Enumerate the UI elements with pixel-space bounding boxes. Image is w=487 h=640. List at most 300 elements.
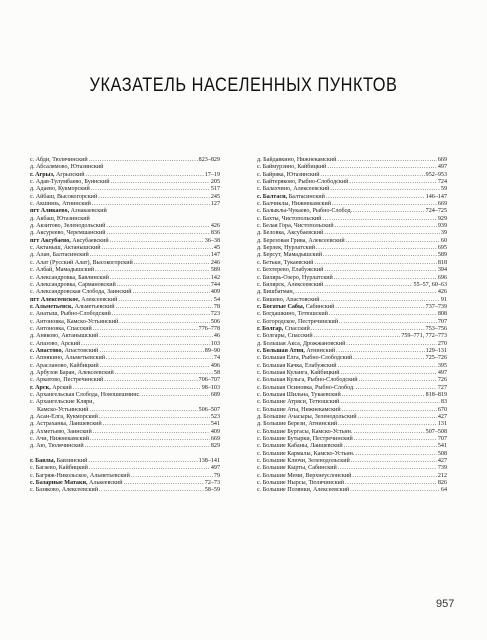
entry-district: Нижнекамский	[301, 406, 341, 413]
index-entry	[257, 311, 447, 318]
entry-district: Кайбицкий	[58, 465, 88, 472]
index-entry	[30, 319, 220, 326]
entry-settlement: д. Бишбатман,	[257, 289, 295, 296]
entry-settlement: с. Антоновка,	[30, 325, 67, 332]
index-column-right	[257, 157, 447, 495]
index-entry	[257, 164, 447, 171]
index-entry	[257, 172, 447, 179]
entry-pages: 427	[437, 414, 447, 421]
entry-settlement: с. Ачи,	[30, 436, 50, 443]
entry-pages: 409	[210, 428, 220, 435]
entry-district: Камско-Устьинский	[66, 318, 119, 325]
entry-pages: 245	[210, 193, 220, 200]
dot-leader	[350, 487, 440, 494]
entry-place	[257, 172, 320, 179]
entry-settlement: д. Адаево,	[30, 186, 58, 193]
entry-settlement: г. Арск,	[30, 384, 53, 391]
entry-settlement: с. Большие Меми,	[257, 472, 306, 479]
entry-pages: 724	[437, 179, 447, 186]
entry-settlement: д. Аксуреево,	[30, 230, 67, 237]
entry-settlement: д. Акзитово,	[30, 223, 64, 230]
entry-settlement: с. Большая Куланга,	[257, 369, 311, 376]
dot-leader	[110, 275, 210, 282]
entry-place	[30, 355, 105, 362]
entry-place	[257, 186, 329, 193]
entry-pages: 36–38	[204, 237, 220, 244]
dot-leader	[99, 333, 213, 340]
entry-place	[30, 164, 103, 171]
entry-pages: 829	[210, 443, 220, 450]
entry-place	[257, 208, 352, 215]
entry-settlement: с. Базарные Матаки,	[30, 480, 90, 487]
entry-place	[30, 216, 90, 223]
entry-place	[257, 275, 333, 282]
entry-place	[257, 407, 341, 414]
entry-settlement: с. Большая Елга,	[257, 355, 302, 362]
dot-leader	[346, 341, 436, 348]
entry-settlement: с. Архангельская Слобода,	[30, 392, 101, 398]
entry-settlement: с. Билярь-Озеро,	[257, 274, 302, 281]
entry-pages: 147	[210, 252, 220, 259]
dot-leader	[90, 436, 210, 443]
entry-pages: 506–507	[198, 406, 220, 413]
dot-leader	[89, 407, 197, 414]
entry-place	[257, 443, 343, 450]
entry-pages: 98–103	[201, 384, 220, 391]
dot-leader	[107, 230, 210, 237]
entry-district: Апастовский	[64, 347, 99, 354]
entry-place	[30, 267, 94, 274]
entry-pages: 212	[437, 472, 447, 479]
entry-place	[30, 341, 80, 348]
entry-district: Кукморский	[66, 414, 98, 421]
entry-pages: 146–147	[425, 193, 447, 200]
entry-district: Балтасинский	[288, 193, 325, 200]
entry-district: Кайбицкий	[310, 369, 340, 376]
index-entry	[257, 399, 447, 406]
entry-settlement: с. Александровка,	[30, 281, 79, 288]
index-entry	[30, 363, 220, 370]
dot-leader	[118, 297, 213, 304]
dot-leader	[89, 465, 210, 472]
entry-district: Рыбно-Слободский	[301, 355, 353, 362]
entry-pages: 723	[210, 311, 220, 318]
dot-leader	[339, 319, 437, 326]
entry-pages: 706–707	[198, 377, 220, 384]
entry-settlement: с. Абди,	[30, 157, 53, 163]
dot-leader	[327, 164, 437, 171]
entry-place	[257, 289, 294, 296]
entry-district: Заинский	[67, 428, 92, 435]
index-entry	[30, 341, 220, 348]
entry-settlement: с. Архангельские Кляри,	[30, 399, 94, 406]
entry-settlement: с. Байтеряково,	[257, 179, 299, 186]
entry-settlement: с. Балыклы-Чукаево,	[257, 208, 313, 215]
entry-district: Атнинский	[308, 421, 338, 428]
entry-district: Дрожжановский	[302, 340, 346, 347]
entry-district: Мамадышский	[283, 252, 323, 259]
dot-leader	[337, 157, 437, 164]
entry-pages: 836	[210, 230, 220, 237]
entry-district: Сабинский	[305, 303, 335, 310]
entry-district: Алексеевский	[287, 281, 324, 288]
index-entry	[30, 164, 220, 171]
entry-place	[257, 451, 354, 458]
index-entry	[30, 172, 220, 179]
dot-leader	[134, 260, 210, 267]
dot-leader	[344, 443, 437, 450]
dot-leader	[326, 194, 425, 201]
entry-district: Тюлячинский	[52, 157, 88, 163]
index-entry	[257, 429, 447, 436]
entry-district: Аксубаевский	[72, 237, 109, 244]
index-entry	[30, 385, 220, 392]
dot-leader	[322, 216, 436, 223]
entry-pages: 246	[210, 259, 220, 266]
entry-settlement: пгт Алексеевское,	[30, 296, 82, 303]
index-entry	[257, 297, 447, 304]
entry-settlement: д. Алан,	[30, 252, 53, 259]
entry-district: Камско-Устьин.	[313, 450, 355, 457]
dot-leader	[98, 194, 210, 201]
entry-pages: 744	[210, 281, 220, 288]
dot-leader	[349, 179, 436, 186]
entry-district: Алексеевский	[77, 369, 114, 376]
entry-district: Кайбицкий	[297, 164, 327, 171]
entry-district: Балтасинский	[52, 252, 89, 259]
entry-settlement: с. Билярск,	[257, 281, 288, 288]
entry-pages: 58–59	[204, 487, 220, 494]
entry-place	[30, 194, 97, 201]
index-entry	[257, 333, 447, 340]
entry-place	[30, 172, 85, 179]
entry-pages: 74	[213, 355, 220, 362]
dot-leader	[124, 480, 204, 487]
entry-place	[257, 216, 321, 223]
entry-district: Тукаевский	[283, 259, 314, 266]
index-entry	[30, 377, 220, 384]
dot-leader	[106, 223, 209, 230]
dot-leader	[316, 245, 437, 252]
entry-district: Аксубаевский	[286, 230, 324, 237]
entry-district: Черемшанский	[66, 230, 106, 237]
entry-district: Зеленодольский	[63, 223, 106, 230]
index-entry	[257, 208, 447, 215]
entry-settlement: с. Большие Нырсы,	[257, 480, 309, 487]
entry-place	[30, 399, 94, 406]
entry-district: Нурлатский	[301, 274, 333, 281]
entry-settlement: с. Большая Качка,	[257, 362, 305, 369]
index-entry	[30, 194, 220, 201]
entry-settlement: д. Большая Аксa,	[257, 340, 303, 347]
entry-district: Алькеевский	[89, 480, 123, 487]
entry-settlement: д. Астраханка,	[30, 421, 70, 428]
entry-settlement: с. Большие Ключи,	[257, 458, 309, 465]
entry-pages: 726	[437, 377, 447, 384]
entry-district: Заинский	[107, 289, 132, 296]
dot-leader	[95, 267, 210, 274]
entry-settlement: с. Большая Шильна,	[257, 392, 312, 398]
index-entry	[257, 267, 447, 274]
entry-pages: 426	[437, 289, 447, 296]
entry-place	[30, 392, 141, 399]
index-entry	[30, 392, 220, 399]
entry-settlement: д. Ахметьево,	[30, 428, 68, 435]
entry-settlement: пгт Аликаево,	[30, 208, 71, 215]
entry-pages: 395	[437, 362, 447, 369]
entry-district: Чистопольский	[281, 215, 322, 222]
entry-pages: 60	[440, 237, 447, 244]
entry-settlement: с. Апнякино,	[30, 355, 66, 362]
entry-district: Рыбно-Слободский	[298, 179, 349, 186]
entry-settlement: с. Базяково,	[30, 487, 62, 494]
index-entry	[30, 429, 220, 436]
entry-pages: 59	[440, 186, 447, 193]
entry-settlement: д. Акбаш,	[30, 215, 57, 222]
entry-settlement: г. Агрыз,	[30, 171, 56, 178]
page-number: 957	[436, 598, 455, 610]
entry-settlement: г. Болгар,	[257, 325, 285, 332]
entry-settlement: с. Бишево,	[257, 296, 286, 303]
index-entry	[30, 407, 220, 414]
entry-pages: 508	[437, 450, 447, 457]
index-entry	[257, 363, 447, 370]
entry-pages: 46	[213, 333, 220, 340]
entry-pages: 776–778	[198, 325, 220, 332]
entry-district: Альметьевский	[74, 303, 115, 310]
dot-leader	[356, 385, 437, 392]
entry-settlement: д. Арбузов Баран,	[30, 369, 78, 376]
entry-place	[257, 421, 337, 428]
entry-district: Пестречинский	[297, 318, 339, 325]
dot-leader	[335, 304, 424, 311]
entry-pages: 127	[210, 201, 220, 208]
entry-settlement: с. Бахты,	[257, 215, 282, 222]
entry-settlement: д. Большие Ачасыры,	[257, 414, 315, 421]
entry-district: Алексеевский	[312, 487, 350, 494]
entry-pages: 39	[440, 230, 447, 237]
entry-place	[30, 230, 106, 237]
dot-leader	[345, 480, 437, 487]
entry-place	[257, 230, 323, 237]
entry-place	[257, 341, 345, 348]
entry-district: Высокогорский	[56, 193, 98, 200]
dot-leader	[99, 414, 210, 421]
entry-pages: 78	[213, 303, 220, 310]
dot-leader	[338, 465, 437, 472]
entry-settlement: с. Большие Бургасы,	[257, 428, 312, 435]
dot-leader	[88, 458, 197, 465]
dot-leader	[321, 172, 425, 179]
entry-pages: 669	[437, 201, 447, 208]
entry-district: Альметьевский	[65, 355, 106, 362]
index-entry	[257, 186, 447, 193]
entry-pages: 669	[210, 436, 220, 443]
dot-leader	[131, 473, 213, 480]
dot-leader	[321, 297, 440, 304]
index-entry	[30, 289, 220, 296]
entry-settlement: с. Анатыш,	[30, 311, 61, 318]
dot-leader	[335, 223, 437, 230]
entry-settlement: д. Березовая Грива,	[257, 237, 309, 244]
entry-pages: 725–726	[425, 355, 447, 362]
dot-leader	[342, 407, 437, 414]
entry-place	[30, 385, 72, 392]
entry-district: Атнинский	[306, 347, 336, 354]
entry-place	[257, 465, 337, 472]
entry-pages: 737–739	[425, 303, 447, 310]
entry-pages: 496	[210, 362, 220, 369]
entry-district: Кукморский	[58, 186, 90, 193]
entry-district: Арский	[52, 384, 72, 391]
entry-pages: 17–19	[204, 171, 220, 178]
entry-place	[30, 443, 84, 450]
entry-district: Алексеевский	[81, 296, 118, 303]
index-entry	[257, 216, 447, 223]
entry-pages: 103	[210, 340, 220, 347]
entry-settlement: с. Большая Атня,	[257, 347, 307, 354]
entry-district: Лаишевский	[69, 421, 102, 428]
entry-place	[257, 363, 336, 370]
dot-leader	[355, 451, 436, 458]
entry-place	[257, 487, 349, 494]
index-entry	[30, 333, 220, 340]
entry-pages: 724–725	[425, 208, 447, 215]
dot-leader	[314, 260, 436, 267]
dot-leader	[338, 421, 437, 428]
index-entry	[257, 465, 447, 472]
entry-pages: 759–771, 772–773	[401, 333, 447, 340]
dot-leader	[311, 326, 425, 333]
dot-leader	[351, 458, 437, 465]
entry-district: Ютазинский	[286, 171, 320, 178]
entry-district: Арский	[60, 340, 81, 347]
entry-pages: 826	[437, 480, 447, 487]
entry-settlement: с. Большие Кабаны,	[257, 443, 311, 450]
entry-pages: 707	[437, 436, 447, 443]
dot-leader	[99, 348, 203, 355]
entry-settlement: с. Акшиязь,	[30, 201, 63, 208]
index-entry	[257, 421, 447, 428]
entry-pages: 142	[210, 274, 220, 281]
dot-leader	[354, 436, 437, 443]
entry-pages: 83	[440, 399, 447, 406]
entry-district: Буинский	[84, 179, 110, 186]
entry-place	[30, 363, 99, 370]
entry-place	[30, 487, 98, 494]
entry-pages: 58	[213, 369, 220, 376]
index-entry	[257, 377, 447, 384]
entry-settlement: с. Байряка,	[257, 171, 287, 178]
entry-place	[257, 311, 328, 318]
entry-district: Высокогорский	[92, 259, 133, 266]
entry-district: Камско-Устьинский	[37, 406, 89, 413]
entry-settlement: с. Апастово,	[30, 347, 65, 354]
index-entry	[257, 252, 447, 259]
entry-pages: 670	[437, 406, 447, 413]
index-entry	[257, 289, 447, 296]
entry-pages: 689	[210, 392, 220, 398]
entry-settlement: с. Александровка,	[30, 274, 79, 281]
index-entry	[30, 267, 220, 274]
dot-leader	[93, 326, 198, 333]
dot-leader	[142, 392, 210, 399]
dot-leader	[73, 385, 201, 392]
entry-district: Рыбно-Слобод.	[314, 384, 355, 391]
entry-settlement: с. Апазово,	[30, 340, 61, 347]
dot-leader	[359, 377, 437, 384]
index-entry	[30, 208, 220, 215]
entry-pages: 929	[437, 215, 447, 222]
entry-pages: 696	[437, 274, 447, 281]
dot-leader	[110, 238, 204, 245]
index-column-left	[30, 157, 220, 495]
entry-place	[30, 421, 102, 428]
index-entry	[257, 230, 447, 237]
entry-settlement: д. Асан-Елга,	[30, 414, 67, 421]
index-entry	[30, 252, 220, 259]
entry-place	[30, 275, 109, 282]
entry-pages: 818–819	[425, 392, 447, 398]
index-entry	[30, 443, 220, 450]
entry-pages: 54	[213, 296, 220, 303]
index-entry	[257, 407, 447, 414]
entry-settlement: с. Балчиклы,	[257, 201, 292, 208]
entry-district: Актанышский	[63, 245, 101, 252]
entry-place	[257, 297, 320, 304]
dot-leader	[85, 443, 210, 450]
entry-district: Тюлячинский	[308, 480, 345, 487]
entry-district: Атнинский	[62, 201, 91, 208]
index-entry	[257, 194, 447, 201]
entry-settlement: с. Большие Атряси,	[257, 399, 309, 406]
entry-district: Тукаевский	[311, 392, 341, 398]
entry-settlement: с. Балахчино,	[257, 186, 294, 193]
entry-district: Нижнекамский	[291, 201, 331, 208]
entry-place	[257, 429, 352, 436]
entry-pages: 823–829	[198, 157, 220, 163]
entry-settlement: с. Антоновка,	[30, 318, 67, 325]
entry-pages: 939	[437, 223, 447, 230]
dot-leader	[334, 275, 437, 282]
entry-district: Спасский	[284, 325, 310, 332]
index-entry	[257, 275, 447, 282]
entry-pages: 205	[210, 179, 220, 186]
entry-district: Верхнеуслонский	[305, 472, 352, 479]
entry-settlement: д. Аю,	[30, 443, 49, 450]
entry-pages: 426	[210, 223, 220, 230]
entry-district: Елабужский	[304, 362, 337, 369]
dot-leader	[133, 289, 210, 296]
entry-settlement: с. Белая Гора,	[257, 223, 294, 230]
entry-place	[257, 333, 313, 340]
entry-district: Зеленодольский	[308, 458, 350, 465]
entry-pages: 952–953	[425, 171, 447, 178]
entry-settlement: с. Богородское,	[257, 318, 298, 325]
entry-district: Сармановский	[78, 281, 116, 288]
entry-pages: 507–508	[425, 428, 447, 435]
entry-settlement: д. Абсалямово,	[30, 164, 71, 171]
dot-leader	[102, 245, 213, 252]
entry-settlement: с. Айбаш,	[30, 193, 57, 200]
entry-place	[30, 297, 117, 304]
entry-settlement: с. Большие Бутырки,	[257, 436, 313, 443]
dot-leader	[352, 473, 436, 480]
entry-district: Рыбно-Слобод.	[312, 208, 353, 215]
entry-settlement: с. Большая Кульга,	[257, 377, 308, 384]
entry-settlement: д. Байдавкино,	[257, 157, 297, 163]
dot-leader	[358, 414, 437, 421]
